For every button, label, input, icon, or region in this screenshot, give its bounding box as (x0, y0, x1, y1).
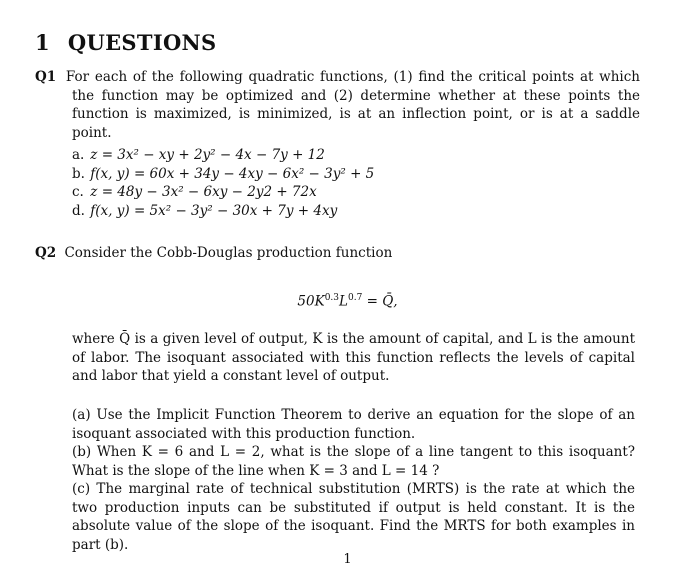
question-2 (35, 244, 640, 263)
page-number: 1 (343, 552, 352, 567)
question-1-function-list (72, 146, 374, 220)
section-number: 1 (35, 30, 50, 55)
production-function-equation (0, 293, 695, 310)
question-2-description: where Q̄ is a given level of output, K is the amount of capital, and L is the amount of labor. The isoquant associated with this function reflects the levels of capital and labor that yield a constant level of output. (72, 331, 635, 384)
equation-exponent-labor: 0.7 (347, 293, 363, 303)
item-label: a. (72, 147, 85, 163)
item-expression: f(x, y) = 60x + 34y − 4xy − 6x² − 3y² + 5 (90, 165, 375, 182)
question-1 (35, 68, 640, 142)
equation-labor: L (339, 293, 348, 310)
item-expression: z = 48y − 3x² − 6xy − 2y2 + 72x (90, 184, 317, 200)
item-label: c. (72, 184, 84, 200)
equation-exponent-capital: 0.3 (324, 293, 340, 303)
list-item (72, 183, 374, 202)
equation-rhs: = Q̄, (362, 293, 398, 310)
question-2-part-a: (a) Use the Implicit Function Theorem to derive an equation for the slope of an isoquant associated with this production function. (72, 407, 635, 442)
item-expression: z = 3x² − xy + 2y² − 4x − 7y + 12 (90, 147, 325, 163)
question-2-parts (72, 406, 635, 554)
section-heading (35, 30, 217, 55)
item-expression: f(x, y) = 5x² − 3y² − 30x + 7y + 4xy (90, 202, 338, 219)
question-2-label: Q2 (35, 245, 57, 261)
item-label: d. (72, 202, 85, 219)
question-2-part-c: (c) The marginal rate of technical substitution (MRTS) is the rate at which the two production inputs can be substituted if output is held constant. It is the absolute value of the slope of the isoquant. Find the MRTS for both examples in part (b). (72, 481, 635, 553)
question-1-label: Q1 (35, 69, 57, 85)
list-item (72, 202, 374, 221)
question-1-text: For each of the following quadratic functions, (1) find the critical points at which the function may be optimized and (2) determine whether at these points the function is maximized, is minimized, is at an inflection point, or is at a saddle point. (65, 69, 640, 141)
list-item (72, 146, 374, 165)
equation-coefficient: 50K (297, 293, 325, 310)
section-title-text: QUESTIONS (67, 30, 217, 55)
item-label: b. (72, 165, 85, 182)
list-item (72, 165, 374, 184)
question-2-intro: Consider the Cobb-Douglas production function (64, 245, 393, 261)
question-2-part-b: (b) When K = 6 and L = 2, what is the slope of a line tangent to this isoquant? What is the slope of the line when K = 3 and L = 14 ? (72, 444, 635, 479)
